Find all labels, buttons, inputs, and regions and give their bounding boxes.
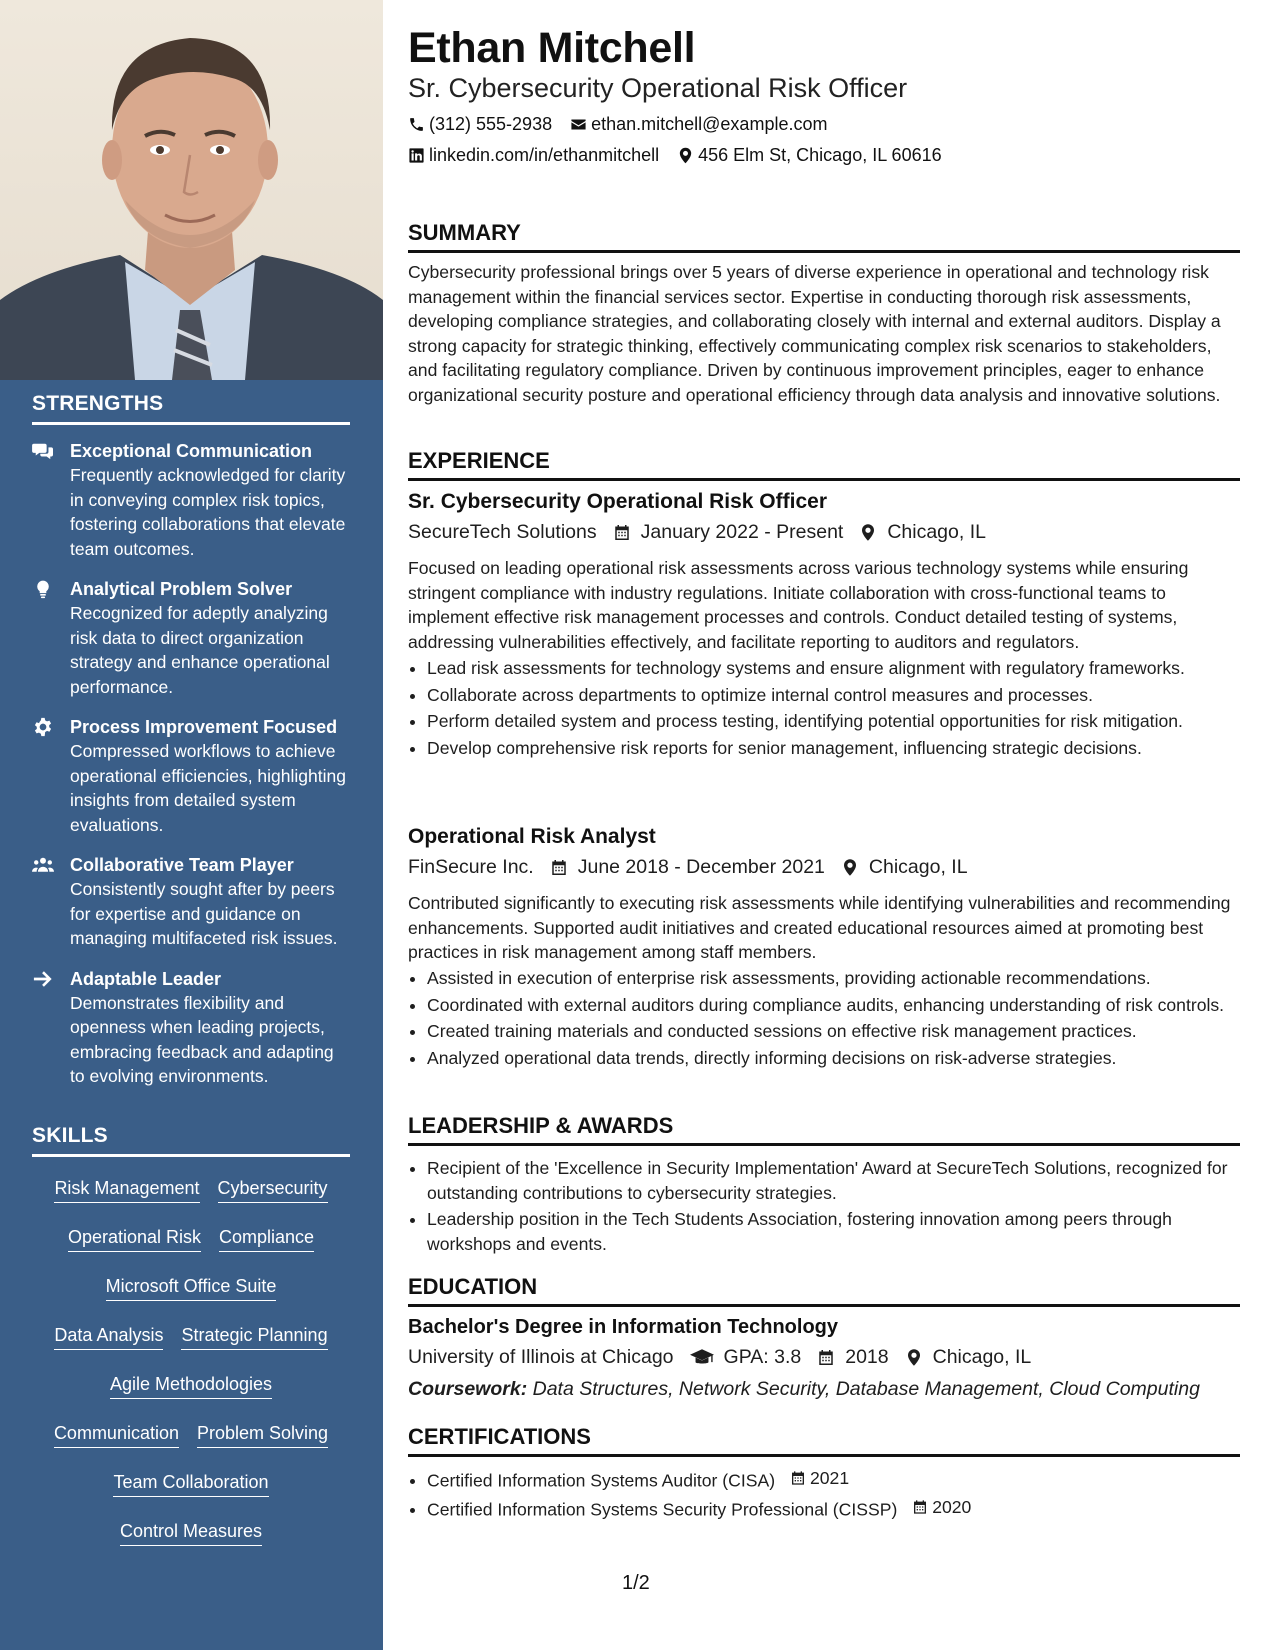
job-description: Contributed significantly to executing risk assessments while identifying vulnerabilities and recommending enhancements. Supported audit initiatives and created educational resources aimed at promoting best practices in risk management among staff members. bbox=[408, 893, 1231, 962]
linkedin-text[interactable]: linkedin.com/in/ethanmitchell bbox=[429, 145, 660, 165]
certification-date bbox=[790, 1466, 849, 1491]
calendar-icon bbox=[550, 858, 568, 877]
lightbulb-icon bbox=[32, 577, 70, 699]
strength-description: Frequently acknowledged for clarity in conveying complex risk topics, fostering collaborations that elevate team outcomes. bbox=[70, 465, 346, 559]
education-heading: EDUCATION bbox=[408, 1274, 1240, 1307]
certification-name: Certified Information Systems Security Professional (CISSP) bbox=[427, 1499, 898, 1519]
company-name: FinSecure Inc. bbox=[408, 856, 534, 878]
gpa-text: GPA: 3.8 bbox=[723, 1346, 802, 1368]
email-contact[interactable] bbox=[570, 114, 827, 135]
job-title: Operational Risk Analyst bbox=[408, 825, 656, 848]
page-number: 1/2 bbox=[622, 1572, 650, 1594]
linkedin-icon bbox=[408, 147, 425, 164]
gpa bbox=[690, 1346, 802, 1369]
strength-description: Recognized for adeptly analyzing risk data to direct organization strategy and enhance operational performance. bbox=[70, 603, 330, 697]
skill-tag: Data Analysis bbox=[54, 1324, 163, 1350]
coursework bbox=[408, 1378, 1200, 1401]
skill-tag: Control Measures bbox=[120, 1520, 262, 1546]
candidate-title: Sr. Cybersecurity Operational Risk Officer bbox=[408, 73, 908, 103]
job-dates-text: January 2022 - Present bbox=[640, 521, 844, 543]
education-location-text: Chicago, IL bbox=[932, 1346, 1032, 1368]
certification-year: 2021 bbox=[809, 1468, 850, 1488]
certifications-list bbox=[408, 1466, 1259, 1524]
graduation-year bbox=[817, 1346, 888, 1369]
map-pin-icon bbox=[859, 523, 877, 542]
skill-tag: Team Collaboration bbox=[113, 1471, 268, 1497]
summary-text: Cybersecurity professional brings over 5 years of diverse experience in operational and technology risk management within the financial services sector. Expertise in conducting thorough risk assessments, developing compliance strategies, and collaborating closely with internal and external auditors. Display a strong capacity for strategic thinking, effectively communicating complex risk scenarios to stakeholders, and facilitating regulatory compliance. Driven by continuous improvement principles, eager to enhance organizational security posture and operational efficiency through data analysis and innovative solutions. bbox=[408, 262, 1221, 405]
certification-item bbox=[427, 1495, 1259, 1522]
address-contact bbox=[677, 145, 941, 166]
strength-title: Collaborative Team Player bbox=[70, 855, 294, 875]
strength-description: Consistently sought after by peers for expertise and guidance on managing multifaceted risk issues. bbox=[70, 879, 338, 948]
job-location-text: Chicago, IL bbox=[887, 521, 986, 543]
strength-title: Analytical Problem Solver bbox=[70, 579, 293, 599]
leadership-item: • Recipient of the 'Excellence in Security Implementation' Award at SecureTech Solutions, recognized for outstanding contributions to cybersecurity strategies. bbox=[427, 1156, 1259, 1205]
envelope-icon bbox=[570, 116, 587, 133]
job-location bbox=[859, 521, 986, 544]
linkedin-contact[interactable] bbox=[408, 145, 659, 166]
calendar-icon bbox=[790, 1470, 806, 1486]
certifications-heading: CERTIFICATIONS bbox=[408, 1424, 1240, 1457]
strength-item bbox=[32, 577, 350, 699]
job-bullet: • Created training materials and conducted sessions on effective risk management practices. bbox=[427, 1019, 1259, 1044]
contact-row bbox=[408, 114, 845, 135]
graduation-year-text: 2018 bbox=[845, 1346, 889, 1368]
job-bullet: • Analyzed operational data trends, directly informing decisions on risk-adverse strategies. bbox=[427, 1046, 1259, 1071]
job-bullet: • Collaborate across departments to optimize internal control measures and processes. bbox=[427, 683, 1259, 708]
sidebar bbox=[0, 0, 383, 1650]
portrait-image bbox=[0, 0, 383, 380]
phone-icon bbox=[408, 116, 425, 133]
skills-section bbox=[32, 1124, 350, 1563]
job-dates-text: June 2018 - December 2021 bbox=[577, 856, 825, 878]
job-bullet: • Perform detailed system and process testing, identifying potential opportunities for risk mitigation. bbox=[427, 709, 1259, 734]
job-bullet: • Develop comprehensive risk reports for senior management, influencing strategic decisions. bbox=[427, 736, 1259, 761]
coursework-label: Coursework: bbox=[408, 1378, 528, 1400]
education-meta bbox=[408, 1346, 1047, 1369]
skill-tag: Strategic Planning bbox=[181, 1324, 327, 1350]
graduation-cap-icon bbox=[690, 1348, 714, 1367]
strength-description: Compressed workflows to achieve operational efficiencies, highlighting insights from detailed system evaluations. bbox=[70, 741, 346, 835]
phone-contact bbox=[408, 114, 552, 135]
map-pin-icon bbox=[677, 147, 694, 164]
job-title: Sr. Cybersecurity Operational Risk Officer bbox=[408, 490, 827, 513]
strength-title: Exceptional Communication bbox=[70, 441, 313, 461]
job-bullets bbox=[408, 966, 1259, 1072]
calendar-icon bbox=[817, 1348, 835, 1367]
phone-text: (312) 555-2938 bbox=[429, 114, 553, 134]
strength-item bbox=[32, 439, 350, 561]
degree-title: Bachelor's Degree in Information Technology bbox=[408, 1316, 839, 1338]
skill-tag: Communication bbox=[54, 1422, 179, 1448]
skill-tag: Cybersecurity bbox=[218, 1177, 328, 1203]
job-bullet: • Coordinated with external auditors during compliance audits, enhancing understanding of risk controls. bbox=[427, 993, 1259, 1018]
skill-tag: Microsoft Office Suite bbox=[106, 1275, 277, 1301]
leadership-list bbox=[408, 1156, 1259, 1258]
job-meta bbox=[408, 856, 984, 879]
job-bullet: • Assisted in execution of enterprise risk assessments, providing actionable recommendations. bbox=[427, 966, 1259, 991]
job-bullets bbox=[408, 656, 1259, 762]
leadership-item: • Leadership position in the Tech Students Association, fostering innovation among peers through workshops and events. bbox=[427, 1207, 1259, 1256]
calendar-icon bbox=[912, 1499, 928, 1515]
certification-date bbox=[912, 1495, 971, 1520]
education-location bbox=[905, 1346, 1032, 1369]
skill-tag: Agile Methodologies bbox=[110, 1373, 272, 1399]
skills-heading: SKILLS bbox=[32, 1124, 350, 1157]
summary-heading: SUMMARY bbox=[408, 220, 1240, 253]
strength-item bbox=[32, 715, 350, 837]
job-dates bbox=[550, 856, 825, 879]
strengths-section bbox=[32, 392, 350, 1105]
company-name: SecureTech Solutions bbox=[408, 521, 597, 543]
skill-tag: Compliance bbox=[219, 1226, 314, 1252]
job-dates bbox=[613, 521, 844, 544]
job-description: Focused on leading operational risk assessments across various technology systems while ensuring stringent compliance with industry regulations. Initiate collaboration with cross-functional teams to implement effective risk management processes and controls. Conduct detailed testing of systems, addressing vulnerabilities effectively, and facilitate reporting to auditors and regulators. bbox=[408, 558, 1189, 652]
contact-row-2 bbox=[408, 145, 960, 166]
coursework-text: Data Structures, Network Security, Database Management, Cloud Computing bbox=[532, 1378, 1200, 1400]
arrow-right-icon bbox=[32, 967, 70, 1089]
leadership-heading: LEADERSHIP & AWARDS bbox=[408, 1113, 1240, 1146]
map-pin-icon bbox=[841, 858, 859, 877]
certification-year: 2020 bbox=[932, 1496, 972, 1517]
candidate-name: Ethan Mitchell bbox=[408, 24, 696, 72]
profile-photo bbox=[0, 0, 383, 380]
skill-tag: Operational Risk bbox=[68, 1226, 201, 1252]
strength-title: Adaptable Leader bbox=[70, 968, 222, 989]
job-location bbox=[841, 856, 968, 879]
map-pin-icon bbox=[905, 1348, 923, 1367]
chat-bubbles-icon bbox=[32, 439, 70, 561]
job-location-text: Chicago, IL bbox=[868, 856, 968, 878]
strength-title: Process Improvement Focused bbox=[70, 717, 338, 737]
email-text[interactable]: ethan.mitchell@example.com bbox=[591, 114, 828, 134]
team-icon bbox=[32, 853, 70, 951]
strength-item bbox=[32, 967, 350, 1089]
address-text: 456 Elm St, Chicago, IL 60616 bbox=[698, 145, 942, 165]
job-meta bbox=[408, 521, 1002, 544]
job-bullet: • Lead risk assessments for technology systems and ensure alignment with regulatory frameworks. bbox=[427, 656, 1259, 681]
skill-tag: Risk Management bbox=[54, 1177, 199, 1203]
experience-heading: EXPERIENCE bbox=[408, 448, 1240, 481]
strength-item bbox=[32, 853, 350, 951]
gear-icon bbox=[32, 715, 70, 837]
calendar-icon bbox=[613, 523, 631, 542]
skill-tag: Problem Solving bbox=[197, 1422, 328, 1448]
school-name: University of Illinois at Chicago bbox=[408, 1346, 674, 1368]
strengths-heading: STRENGTHS bbox=[32, 392, 350, 425]
strength-description: Demonstrates flexibility and openness when leading projects, embracing feedback and adapting to evolving environments. bbox=[70, 992, 334, 1086]
certification-item bbox=[427, 1466, 1259, 1493]
certification-name: Certified Information Systems Auditor (CISA) bbox=[427, 1470, 776, 1491]
skills-list bbox=[32, 1171, 350, 1563]
